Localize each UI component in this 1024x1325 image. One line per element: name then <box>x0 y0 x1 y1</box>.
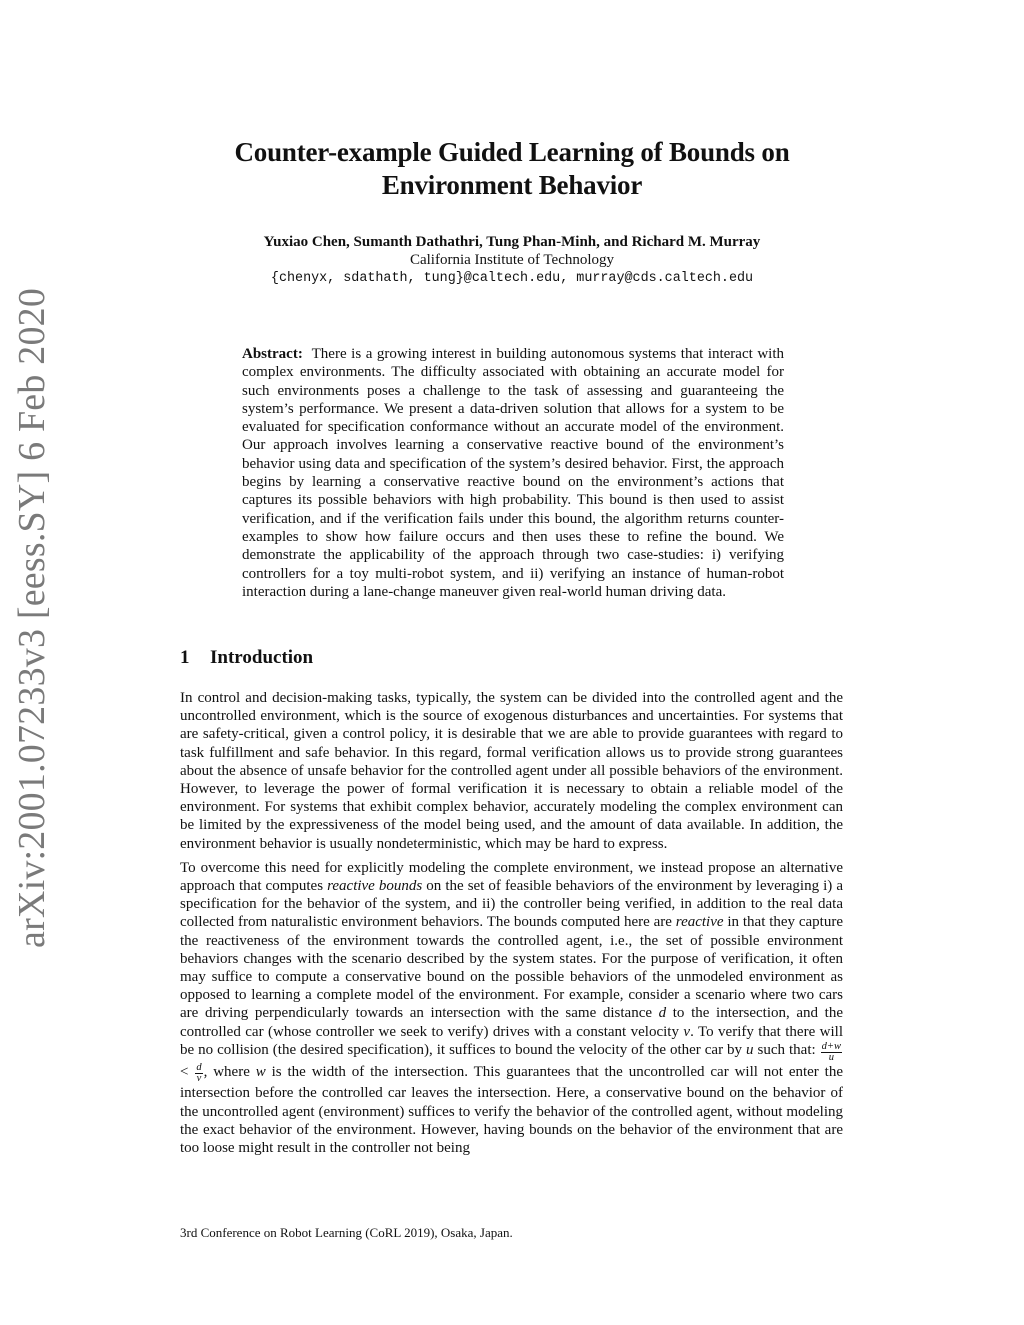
fraction-denominator: v <box>196 1073 202 1085</box>
title-line-2: Environment Behavior <box>381 170 643 200</box>
less-than-sign: < <box>180 1063 195 1080</box>
math-var-d: d <box>658 1005 667 1022</box>
text-run: is the width of the intersection. This guarantees that the uncontrolled car will not enter the intersection before the controlled car leaves the intersection. Here, a conservative bound on the behavior of the uncontrolled agent (environment) suffices to verify the behavior of the controlled agent, without modeling the exact behavior of the environment. However, having bounds on the behavior of the environment that are too loose might result in the controller not being <box>180 1063 843 1156</box>
abstract-text: There is a growing interest in building autonomous systems that interact with complex environments. The difficulty associated with obtaining an accurate model for such environments poses a challenge to the task of assessing and guaranteeing the system’s performance. We present a data-driven solution that allows for a system to be evaluated for specification conformance without an accurate model of the environment. Our approach involves learning a conservative reactive bound of the environment’s behavior using data and specification of the system’s desired behavior. First, the approach begins by learning a conservative reactive bound on the environment’s actions that captures its possible behaviors with high probability. This bound is then used to assist verification, and if the verification fails under this bound, the algorithm returns counter-examples to show how failure occurs and then uses these to refine the bound. We demonstrate the applicability of the approach through two case-studies: i) verifying controllers for a toy multi-robot system, and ii) verifying an instance of human-robot interaction during a lane-change maneuver given real-world human driving data. <box>242 346 784 600</box>
fraction-d-plus-w-over-u <box>821 1042 842 1063</box>
conference-footnote: 3rd Conference on Robot Learning (CoRL 2019), Osaka, Japan. <box>180 1225 513 1240</box>
fraction-denominator: u <box>828 1051 834 1063</box>
math-var-v: v <box>683 1023 691 1040</box>
section-heading <box>180 647 313 669</box>
emphasis-reactive: reactive <box>675 914 724 931</box>
intro-paragraph-1: In control and decision-making tasks, typically, the system can be divided into the controlled agent and the uncontrolled environment, which is the source of exogenous disturbances and uncertainties. For systems that are safety-critical, given a control policy, it is desirable that we are able to provide guarantees with regard to task fulfillment and safe behavior. In this regard, formal verification allows us to provide strong guarantees about the absence of unsafe behavior for the controlled agent under all possible behaviors of the environment. However, to leverage the power of formal verification it is necessary to obtain a reliable model of the environment. For systems that exhibit complex behavior, accurately modeling the complex environment can be limited by the expressiveness of the model being used, and the amount of data available. In addition, the environment behavior is usually nondeterministic, which may be hard to express. <box>180 690 843 852</box>
title-line-1: Counter-example Guided Learning of Bounds on <box>234 137 790 167</box>
arxiv-stamp: arXiv:2001.07233v3 [eess.SY] 6 Feb 2020 <box>11 287 53 948</box>
fraction-numerator: d <box>196 1062 202 1074</box>
intro-paragraph-2 <box>180 859 843 1157</box>
fraction-d-over-v <box>195 1063 202 1084</box>
paper-title <box>0 136 1024 202</box>
text-run: on the set of feasible behaviors of the environment by leveraging i) a specification for the behavior of the system, and ii) the controller being verified, in addition to the real data collected from naturalistic environment behaviors. The bounds computed here are <box>180 878 844 931</box>
math-var-u: u <box>746 1041 754 1058</box>
text-run: to the intersection, and the controlled car (whose controller we seek to verify) drives with a constant velocity <box>180 1005 843 1040</box>
abstract-label: Abstract: <box>242 346 303 362</box>
author-emails: {chenyx, sdathath, tung}@caltech.edu, murray@cds.caltech.edu <box>270 271 754 286</box>
text-run: such that: <box>753 1041 820 1058</box>
emphasis-reactive-bounds: reactive bounds <box>327 878 423 895</box>
text-run: To overcome this need for explicitly modeling the complete environment, we instead propose an alternative approach that computes <box>180 859 843 895</box>
math-var-w: w <box>255 1063 266 1080</box>
fraction-numerator: d+w <box>821 1040 841 1052</box>
introduction-body <box>180 689 843 1157</box>
text-run: . To verify that there will be no collision (the desired specification), it suffices to bound the velocity of the other car by <box>180 1023 843 1058</box>
section-title: Introduction <box>210 647 314 668</box>
affiliation: California Institute of Technology <box>409 252 615 268</box>
abstract <box>242 345 784 601</box>
text-run: , where <box>203 1063 256 1080</box>
authors: Yuxiao Chen, Sumanth Dathathri, Tung Phan-Minh, and Richard M. Murray <box>263 234 761 250</box>
section-number: 1 <box>180 647 190 668</box>
text-run: in that they capture the reactiveness of the environment towards the controlled agent, i.e., the set of possible environment behaviors changes with the scenario described by the system states. For the purpose of verification, it often may suffice to compute a conservative bound on the possible behaviors of the unmodeled environment as opposed to learning a complete model of the environment. For example, consider a scenario where two cars are driving perpendicularly towards an intersection with the same distance <box>180 914 843 1022</box>
